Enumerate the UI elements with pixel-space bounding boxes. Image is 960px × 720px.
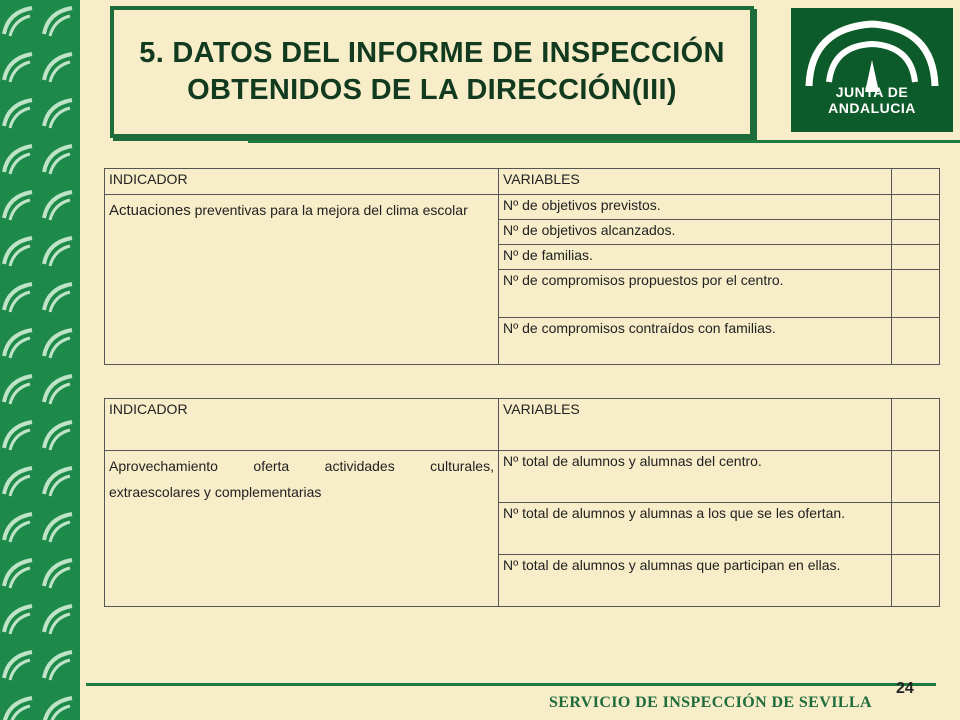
- table-cell-empty: [892, 399, 940, 451]
- variable-cell: Nº total de alumnos y alumnas que participan en ellas.: [499, 555, 892, 607]
- table-header-indicator: INDICADOR: [105, 399, 499, 451]
- variable-cell: Nº de familias.: [499, 245, 892, 270]
- page-title: 5. DATOS DEL INFORME DE INSPECCIÓN OBTENIDOS DE LA DIRECCIÓN(III): [139, 37, 725, 106]
- table-cell-empty: [892, 270, 940, 318]
- table-header-variables: VARIABLES: [499, 169, 892, 195]
- leaf-pattern-icon: [0, 0, 80, 720]
- table-cell-empty: [892, 195, 940, 220]
- table-header-indicator: INDICADOR: [105, 169, 499, 195]
- variable-cell: Nº de compromisos propuestos por el centro.: [499, 270, 892, 318]
- table-cell-empty: [892, 555, 940, 607]
- variable-cell: Nº total de alumnos y alumnas a los que se les ofertan.: [499, 503, 892, 555]
- indicator-cell: [105, 195, 499, 365]
- table-cell-empty: [892, 245, 940, 270]
- indicator-first-word: Actuaciones: [109, 202, 191, 219]
- table-cell-empty: [892, 503, 940, 555]
- footer-divider: [86, 683, 936, 686]
- title-divider: [248, 140, 960, 143]
- table-header-variables: VARIABLES: [499, 399, 892, 451]
- page-number: 24: [896, 680, 914, 697]
- indicator-table-1: [104, 168, 940, 365]
- variable-cell: Nº de objetivos previstos.: [499, 195, 892, 220]
- indicator-cell: Aprovechamiento oferta actividades culturales, extraescolares y complementarias: [105, 451, 499, 607]
- indicator-table-2: [104, 398, 940, 607]
- variable-cell: Nº total de alumnos y alumnas del centro.: [499, 451, 892, 503]
- decorative-side-strip: [0, 0, 80, 720]
- variable-cell: Nº de compromisos contraídos con familias.: [499, 318, 892, 365]
- table-cell-empty: [892, 451, 940, 503]
- table-cell-empty: [892, 318, 940, 365]
- table-cell-empty: [892, 169, 940, 195]
- variable-cell: Nº de objetivos alcanzados.: [499, 220, 892, 245]
- footer-text: SERVICIO DE INSPECCIÓN DE SEVILLA: [549, 694, 872, 711]
- title-box: [110, 6, 754, 138]
- logo-text: JUNTA DE ANDALUCIA: [828, 84, 916, 116]
- table-cell-empty: [892, 220, 940, 245]
- junta-andalucia-logo: [791, 8, 953, 132]
- indicator-rest: preventivas para la mejora del clima escolar: [194, 202, 468, 218]
